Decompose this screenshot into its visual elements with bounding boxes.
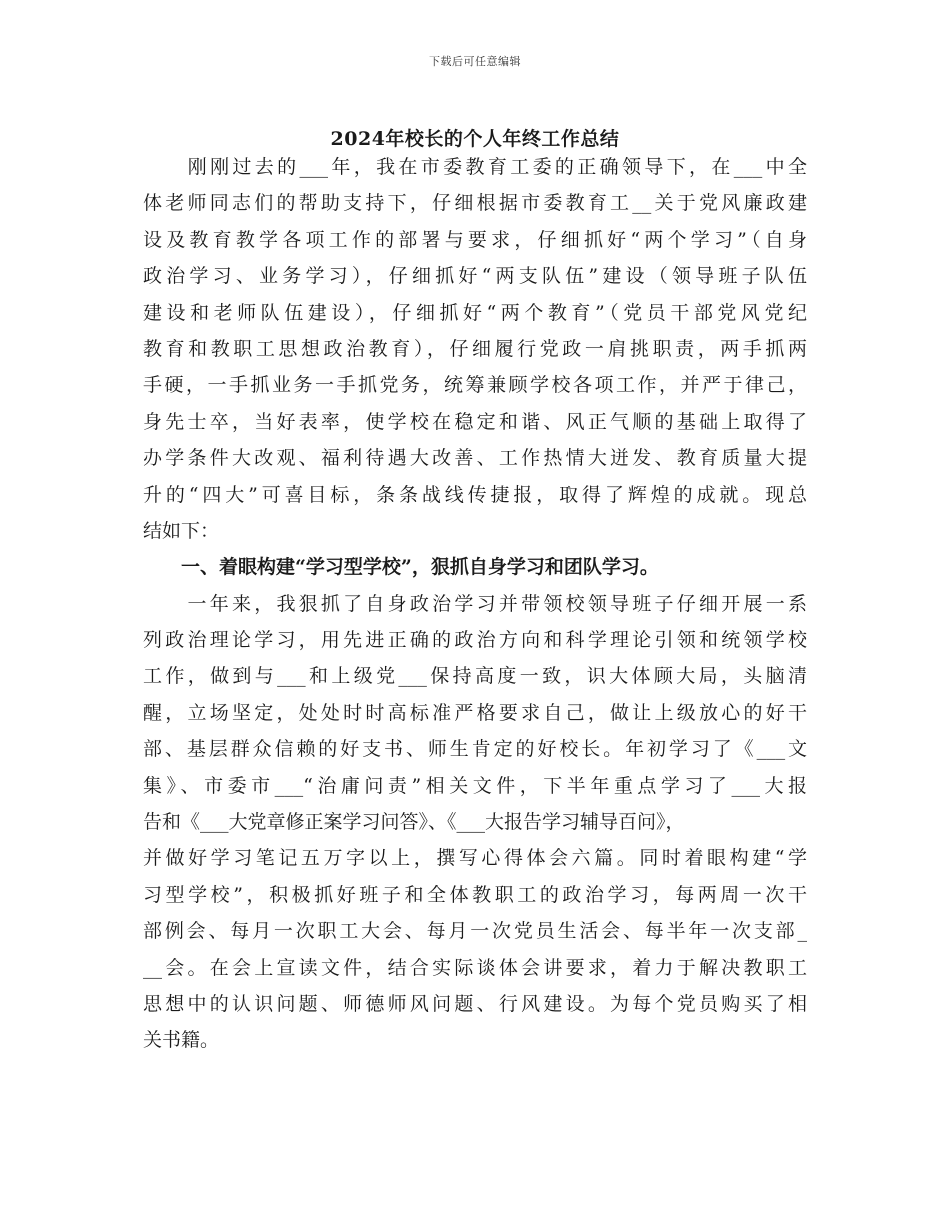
body-line: __会。在会上宣读文件，结合实际谈体会讲要求，着力于解决教职工 — [143, 956, 807, 979]
body-line: 习型学校”，积极抓好班子和全体教职工的政治学习，每两周一次干 — [143, 883, 807, 906]
body-line: 并做好学习笔记五万字以上，撰写心得体会六篇。同时着眼构建“学 — [143, 847, 807, 870]
body-line: 工作，做到与___和上级党___保持高度一致，识大体顾大局，头脑清 — [143, 665, 807, 688]
body-line: 一年来，我狠抓了自身政治学习并带领校领导班子仔细开展一系 — [143, 592, 807, 615]
body-line: 办学条件大改观、福利待遇大改善、工作热情大迸发、教育质量大提 — [143, 447, 807, 470]
body-line: 手硬，一手抓业务一手抓党务，统筹兼顾学校各项工作，并严于律己， — [143, 374, 807, 397]
body-line: 关书籍。 — [143, 1029, 220, 1052]
body-line: 集》、市委市___“治庸问责”相关文件，下半年重点学习了___大报 — [143, 774, 807, 797]
body-line: 列政治理论学习，用先进正确的政治方向和科学理论引领和统领学校 — [143, 629, 807, 652]
body-line: 告和《___大党章修正案学习问答》、《___大报告学习辅导百问》， — [143, 811, 685, 834]
body-line: 设及教育教学各项工作的部署与要求，仔细抓好“两个学习”（自身 — [143, 228, 807, 251]
page-header-note: 下载后可任意编辑 — [429, 55, 521, 68]
body-line: 部例会、每月一次职工大会、每月一次党员生活会、每半年一次支部_ — [143, 920, 807, 943]
body-line: 部、基层群众信赖的好支书、师生肯定的好校长。年初学习了《___文 — [143, 738, 807, 761]
body-line: 刚刚过去的___年，我在市委教育工委的正确领导下，在___中全 — [143, 156, 807, 178]
body-line: 建设和老师队伍建设），仔细抓好“两个教育”（党员干部党风党纪 — [143, 301, 807, 324]
document-title: 2024年校长的个人年终工作总结 — [330, 128, 620, 150]
document-body — [143, 149, 807, 1059]
body-line: 思想中的认识问题、师德师风问题、行风建设。为每个党员购买了相 — [143, 992, 807, 1015]
section-heading: 一、着眼构建“学习型学校”，狠抓自身学习和团队学习。 — [143, 556, 659, 579]
body-line: 升的“四大”可喜目标，条条战线传捷报，取得了辉煌的成就。现总 — [143, 483, 807, 506]
body-line: 身先士卒，当好表率，使学校在稳定和谐、风正气顺的基础上取得了 — [143, 410, 807, 433]
body-line: 结如下： — [143, 519, 220, 542]
body-line: 教育和教职工思想政治教育），仔细履行党政一肩挑职责，两手抓两 — [143, 337, 807, 360]
body-line: 醒，立场坚定，处处时时高标准严格要求自己，做让上级放心的好干 — [143, 701, 807, 724]
body-line: 体老师同志们的帮助支持下，仔细根据市委教育工__关于党风廉政建 — [143, 192, 807, 215]
body-line: 政治学习、业务学习），仔细抓好“两支队伍”建设（领导班子队伍 — [143, 265, 807, 288]
